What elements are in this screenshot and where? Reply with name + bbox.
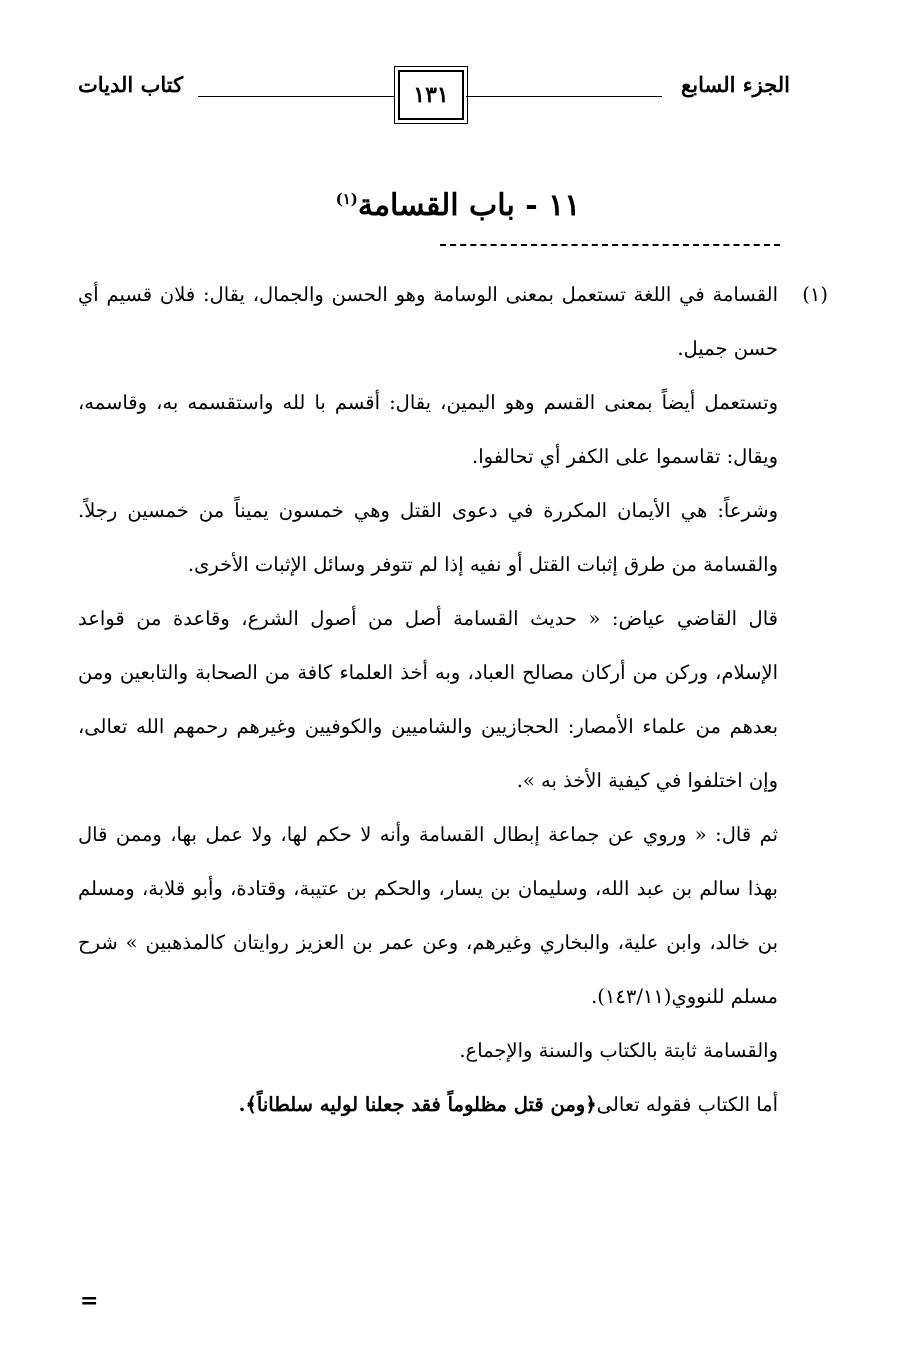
- continuation-mark: =: [80, 1288, 99, 1314]
- footnote-marker: (١): [802, 283, 828, 306]
- footnote-paragraph: [78, 268, 828, 376]
- footnote-paragraph-text: القسامة في اللغة تستعمل بمعنى الوسامة وهو الحسن والجمال، يقال: فلان قسيم أي حسن جميل.: [78, 283, 778, 360]
- chapter-footnote-ref: (١): [335, 190, 358, 209]
- header-rule-left: [198, 96, 394, 97]
- chapter-title-text: ١١ - باب القسامة: [357, 188, 581, 224]
- footnote-separator: [440, 244, 780, 246]
- quran-verse: ﴿ومن قتل مظلوماً فقد جعلنا لوليه سلطاناً﴾.: [238, 1093, 597, 1116]
- part-label: الجزء السابع: [681, 72, 790, 97]
- page-number: ١٣١: [398, 70, 464, 120]
- book-label: كتاب الديات: [78, 72, 184, 97]
- footnote-paragraph: وشرعاً: هي الأيمان المكررة في دعوى القتل وهي خمسون يميناً من خمسين رجلاً. والقسامة من طرق إثبات القتل أو نفيه إذا لم تتوفر وسائل الإثبات الأخرى.: [78, 499, 778, 576]
- footnote-paragraph: والقسامة ثابتة بالكتاب والسنة والإجماع.: [459, 1039, 778, 1062]
- footnote-paragraph: ثم قال: « وروي عن جماعة إبطال القسامة وأنه لا حكم لها، ولا عمل بها، وممن قال بهذا سالم بن عبد الله، وسليمان بن يسار، والحكم بن عتيبة، وقتادة، وأبو قلابة، ومسلم بن خالد، وابن علية، والبخاري وغيرهم، وعن عمر بن العزيز روايتان كالمذهبين » شرح مسلم للنووي(١٤٣/١١).: [78, 823, 778, 1008]
- running-header: [60, 60, 790, 130]
- quran-intro: أما الكتاب فقوله تعالى: [596, 1093, 778, 1116]
- footnote-paragraph: وتستعمل أيضاً بمعنى القسم وهو اليمين، يقال: أقسم با لله واستقسمه به، وقاسمه، ويقال: تقاسموا على الكفر أي تحالفوا.: [78, 391, 778, 468]
- footnote-paragraph: [78, 1078, 778, 1132]
- header-rule-right: [466, 96, 662, 97]
- footnote-body: [78, 268, 828, 1132]
- footnote-paragraph: قال القاضي عياض: « حديث القسامة أصل من أصول الشرع، وقاعدة من قواعد الإسلام، وركن من أركان مصالح العباد، وبه أخذ العلماء كافة من الصحابة والتابعين ومن بعدهم من علماء الأمصار: الحجازيين والشاميين والكوفيين وغيرهم رحمهم الله تعالى، وإن اختلفوا في كيفية الأخذ به ».: [78, 607, 778, 792]
- chapter-title: [0, 188, 916, 223]
